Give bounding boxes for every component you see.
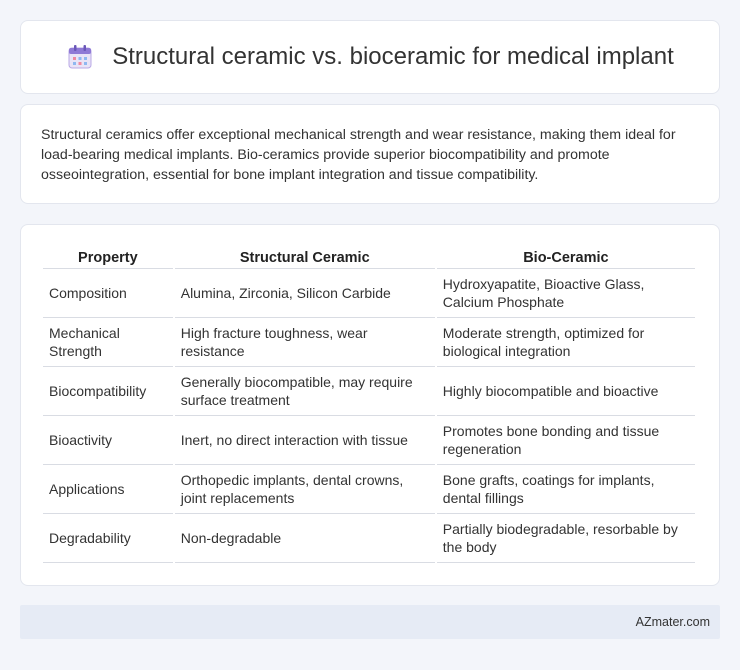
column-header-structural-ceramic: Structural Ceramic	[175, 247, 435, 269]
structural-ceramic-cell: Alumina, Zirconia, Silicon Carbide	[175, 269, 435, 318]
page-title: Structural ceramic vs. bioceramic for medical implant	[112, 43, 674, 70]
property-cell: Degradability	[43, 514, 173, 563]
property-cell: Composition	[43, 269, 173, 318]
bio-ceramic-cell: Hydroxyapatite, Bioactive Glass, Calcium Phosphate	[437, 269, 695, 318]
bio-ceramic-cell: Partially biodegradable, resorbable by the body	[437, 514, 695, 563]
comparison-table	[41, 247, 697, 563]
structural-ceramic-cell: Non-degradable	[175, 514, 435, 563]
summary-card	[20, 104, 720, 204]
table-row	[43, 416, 695, 465]
table-row	[43, 367, 695, 416]
footer	[20, 605, 720, 639]
bio-ceramic-cell: Highly biocompatible and bioactive	[437, 367, 695, 416]
property-cell: Biocompatibility	[43, 367, 173, 416]
property-cell: Mechanical Strength	[43, 318, 173, 367]
structural-ceramic-cell: Generally biocompatible, may require surface treatment	[175, 367, 435, 416]
structural-ceramic-cell: High fracture toughness, wear resistance	[175, 318, 435, 367]
property-cell: Applications	[43, 465, 173, 514]
title-card	[20, 20, 720, 94]
property-cell: Bioactivity	[43, 416, 173, 465]
summary-text: Structural ceramics offer exceptional mechanical strength and wear resistance, making them ideal for load-bearing medical implants. Bio-ceramics provide superior biocompatibility and promote osseointegration, essential for bone implant integration and tissue compatibility.	[41, 127, 676, 183]
comparison-table-card	[20, 224, 720, 586]
column-header-property: Property	[43, 247, 173, 269]
structural-ceramic-cell: Inert, no direct interaction with tissue	[175, 416, 435, 465]
structural-ceramic-cell: Orthopedic implants, dental crowns, joint replacements	[175, 465, 435, 514]
bio-ceramic-cell: Bone grafts, coatings for implants, dental fillings	[437, 465, 695, 514]
bio-ceramic-cell: Promotes bone bonding and tissue regeneration	[437, 416, 695, 465]
table-row	[43, 514, 695, 563]
table-row	[43, 465, 695, 514]
table-row	[43, 318, 695, 367]
table-row	[43, 269, 695, 318]
footer-brand[interactable]: AZmater.com	[635, 615, 710, 629]
calendar-icon	[66, 43, 94, 71]
column-header-bio-ceramic: Bio-Ceramic	[437, 247, 695, 269]
bio-ceramic-cell: Moderate strength, optimized for biological integration	[437, 318, 695, 367]
table-header-row	[43, 247, 695, 269]
